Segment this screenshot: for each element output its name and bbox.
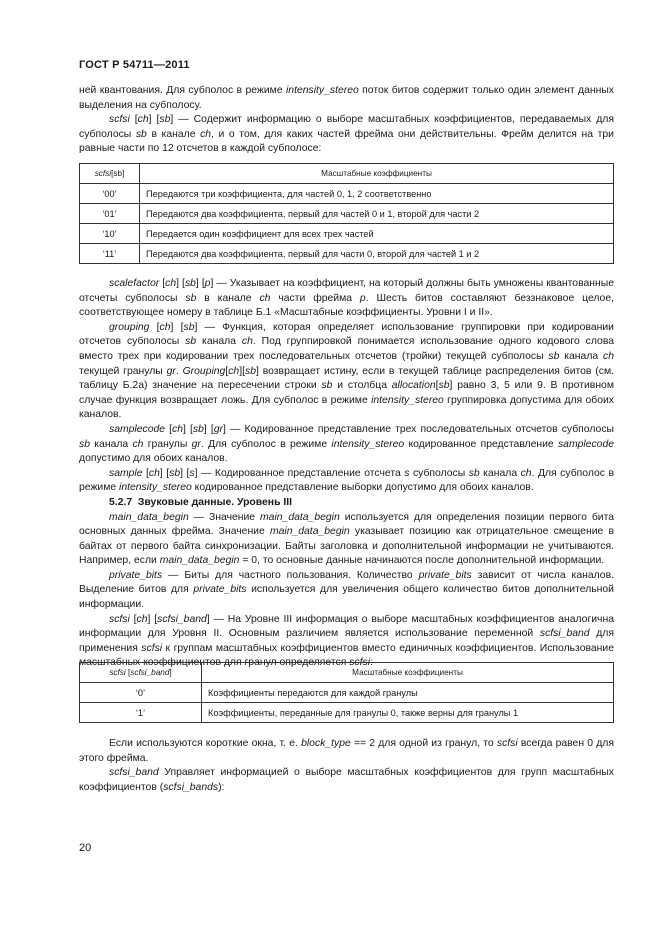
table-cell-desc: Передаются три коэффициента, для частей 0, 1, 2 соответственно xyxy=(140,184,614,204)
table-header-coefficients: Масштабные коэффициенты xyxy=(140,164,614,184)
text-block-intro xyxy=(79,84,614,157)
scfsi-table xyxy=(79,163,614,264)
paragraph-scfsi-layer3: scfsi [ch] [scfsi_band] — На Уровне III информация о выборе масштабных коэффициентов аналогична информации для Уровня II. Основным различием является использование переменной scfsi_band для применения scfsi к группам масштабных коэффициентов вместо единичных коэффициентов. Использование масштабных коэффициентов для гранул определяется scfsi: xyxy=(79,613,614,669)
table-header-code: scfsi [scfsi_band] xyxy=(80,663,202,683)
table-header-row xyxy=(80,663,614,683)
table-cell-desc: Передаются два коэффициента, первый для части 0, второй для частей 1 и 2 xyxy=(140,244,614,264)
text-block-closing xyxy=(79,737,614,795)
paragraph-private-bits: private_bits — Биты для частного пользования. Количество private_bits зависит от числа каналов. Выделение битов для private_bits используется для увеличения общего количество битов дополнительной информации. xyxy=(79,569,614,611)
table-cell-desc: Передаются два коэффициента, первый для частей 0 и 1, второй для части 2 xyxy=(140,204,614,224)
document-header: ГОСТ Р 54711—2011 xyxy=(79,59,190,71)
table-cell-code: ‘0’ xyxy=(80,683,202,703)
table-row xyxy=(80,184,614,204)
table-cell-code: ‘00’ xyxy=(80,184,140,204)
paragraph-short-windows: Если используются короткие окна, т. е. block_type == 2 для одной из гранул, то scfsi всегда равен 0 для этого фрейма. xyxy=(79,738,614,764)
table-cell-code: ‘11’ xyxy=(80,244,140,264)
paragraph-scfsi: scfsi [ch] [sb] — Содержит информацию о выборе масштабных коэффициентов, передаваемых для субполосы sb в канале ch, и о том, для каких частей фрейма они действительны. Фрейм делится на три равные части по 12 отсчетов в каждой субполосе: xyxy=(79,114,614,155)
table-cell-code: ‘1’ xyxy=(80,703,202,723)
section-heading: 5.2.7 Звуковые данные. Уровень III xyxy=(109,496,293,508)
table-cell-code: ‘01’ xyxy=(80,204,140,224)
table-cell-desc: Коэффициенты, переданные для гранулы 0, также верны для гранулы 1 xyxy=(202,703,614,723)
paragraph-quantization: ней квантования. Для субполос в режиме intensity_stereo поток битов содержит только один элемент данных выделения на субполосу. xyxy=(79,85,614,111)
paragraph-main-data-begin: main_data_begin — Значение main_data_begin используется для определения позиции первого бита основных данных фрейма. Значение main_data_begin указывает позицию как отрицательное смещение в байтах от первого байта синхронизации. Байты заголовка и дополнительной информации не учитываются. Например, если main_data_begin = 0, то основные данные начинаются после дополнительной информации. xyxy=(79,511,614,567)
scfsi-band-table xyxy=(79,662,614,723)
table-row xyxy=(80,703,614,723)
table-row xyxy=(80,244,614,264)
table-header-coefficients: Масштабные коэффициенты xyxy=(202,663,614,683)
text-block-body xyxy=(79,277,614,671)
table-row xyxy=(80,204,614,224)
paragraph-sample: sample [ch] [sb] [s] — Кодированное представление отсчета s субполосы sb канала ch. Для субполос в режиме intensity_stereo кодированное представление выборки допустимо для обоих каналов. xyxy=(79,467,614,494)
table-cell-desc: Коэффициенты передаются для каждой гранулы xyxy=(202,683,614,703)
table-header-code: scfsi[sb] xyxy=(80,164,140,184)
table-cell-desc: Передается один коэффициент для всех трех частей xyxy=(140,224,614,244)
page-number: 20 xyxy=(79,842,92,854)
paragraph-scfsi-band: scfsi_band Управляет информацией о выборе масштабных коэффициентов для групп масштабных коэффициентов (scfsi_bands): xyxy=(79,767,614,793)
table-row xyxy=(80,224,614,244)
table-row xyxy=(80,683,614,703)
paragraph-scalefactor: scalefactor [ch] [sb] [p] — Указывает на коэффициент, на который должны быть умножены квантованные отсчеты субполосы sb в канале ch части фрейма p. Шесть битов составляют беззнаковое целое, соответствующее номеру в таблице Б.1 «Масштабные коэффициенты. Уровни I и II». xyxy=(79,278,615,319)
paragraph-grouping: grouping [ch] [sb] — Функция, которая определяет использование группировки при кодировании отсчетов субполосы sb канала ch. Под группировкой понимается использование одного кодового слова вместо трех при кодировании трех последовательных отсчетов (тройки) текущей субполосы sb канала ch текущей гранулы gr. Grouping[ch][sb] возвращает истину, если в текущей таблице распределения битов (см. таблицу Б.2а) значение на пересечении строки sb и столбца allocation[sb] равно 3, 5 или 9. В противном случае функция возвращает ложь. Для субполос в режиме intensity_stereo группировка допустима для обоих каналов. xyxy=(79,321,615,421)
table-header-row xyxy=(80,164,614,184)
table-cell-code: ‘10’ xyxy=(80,224,140,244)
paragraph-samplecode: samplecode [ch] [sb] [gr] — Кодированное представление трех последовательных отсчетов субполосы sb канала ch гранулы gr. Для субполос в режиме intensity_stereo кодированное представление samplecode допустимо для обоих каналов. xyxy=(79,423,615,465)
